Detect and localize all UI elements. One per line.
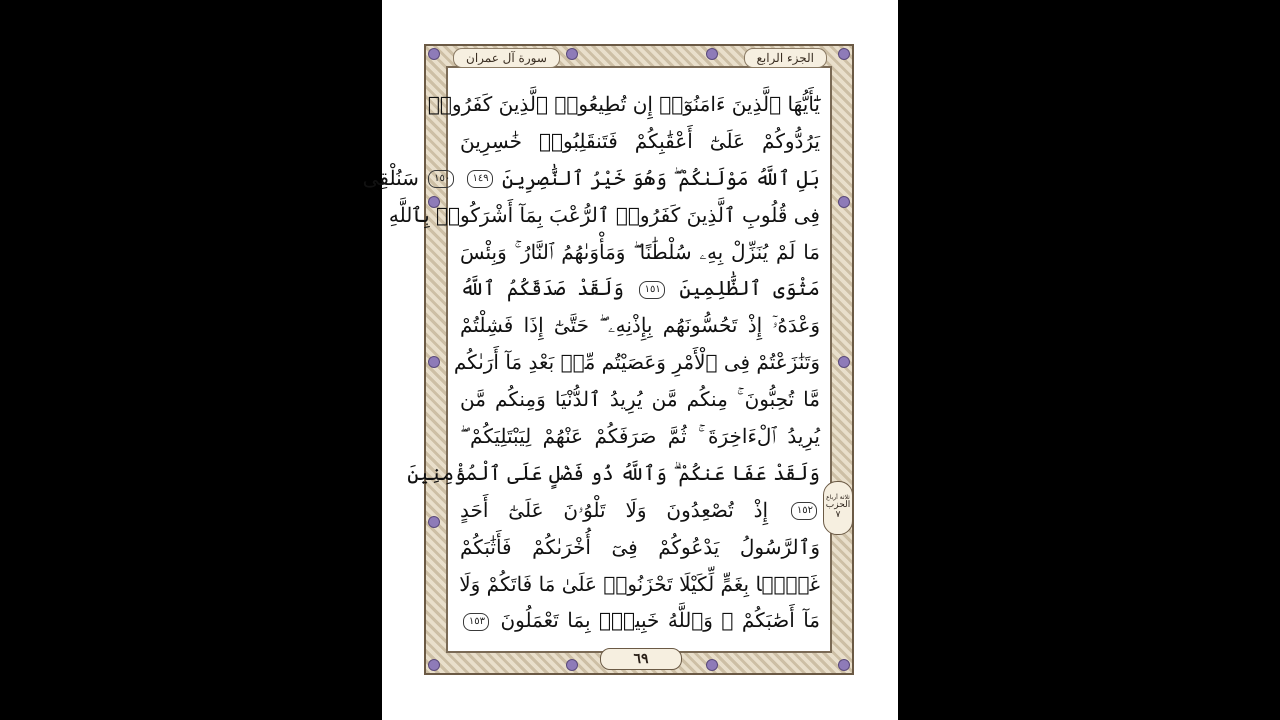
- text-line-9: مَّا تُحِبُّونَ ۚ مِنكُم مَّن يُرِيدُ ٱلدُّنْيَا وَمِنكُم مَّن: [460, 387, 820, 412]
- text-line-3: [362, 160, 820, 197]
- quran-text: [362, 86, 821, 640]
- verse-text: مَآ أَصَٰبَكُمْ ۗ وَٱللَّهُ خَبِيرٌۢ بِمَا تَعْمَلُونَ: [500, 608, 821, 633]
- text-line-5: مَا لَمْ يُنَزِّلْ بِهِۦ سُلْطَٰنًا ۖ وَمَأْوَىٰهُمُ ٱلنَّارُ ۚ وَبِئْسَ: [460, 239, 820, 264]
- corner-medallion-icon: [428, 659, 440, 671]
- verse-number-153: ١٥٣: [463, 613, 489, 631]
- hizb-number: ٧: [835, 510, 841, 521]
- corner-medallion-icon: [838, 659, 850, 671]
- verse-number-151: ١٥١: [639, 281, 665, 299]
- border-medallion-icon: [838, 196, 850, 208]
- text-line-6: [460, 270, 820, 307]
- text-line-15: [460, 602, 820, 639]
- verse-number-150: ١٥٠: [428, 170, 454, 188]
- verse-text: سَنُلْقِى: [362, 165, 419, 190]
- text-line-12: [460, 492, 820, 529]
- verse-text: مَثْوَى ٱلظَّٰلِمِينَ: [679, 276, 821, 301]
- text-line-7: وَعْدَهُۥٓ إِذْ تَحُسُّونَهُم بِإِذْنِهِۦ ۖ حَتَّىٰٓ إِذَا فَشِلْتُمْ: [460, 313, 820, 338]
- verse-number-152: ١٥٢: [791, 502, 817, 520]
- page-number: ٦٩: [600, 648, 682, 670]
- verse-text: إِذْ تُصْعِدُونَ وَلَا تَلْوُۥنَ عَلَىٰٓ أَحَدٍ: [460, 497, 769, 522]
- border-medallion-icon: [428, 516, 440, 528]
- border-medallion-icon: [838, 356, 850, 368]
- page-header: [453, 46, 827, 70]
- corner-medallion-icon: [838, 48, 850, 60]
- surah-name-label: سورة آل عمران: [453, 48, 560, 68]
- border-medallion-icon: [566, 659, 578, 671]
- verse-text: وَلَقَدْ صَدَقَكُمُ ٱللَّهُ: [460, 276, 625, 301]
- text-line-10: يُرِيدُ ٱلْءَاخِرَةَ ۚ ثُمَّ صَرَفَكُمْ عَنْهُمْ لِيَبْتَلِيَكُمْ ۖ: [460, 424, 820, 449]
- text-line-11: وَلَقَدْ عَفَا عَنكُمْ ۗ وَٱللَّهُ ذُو فَضْلٍ عَلَى ٱلْمُؤْمِنِينَ: [407, 460, 820, 485]
- verse-number-149: ١٤٩: [467, 170, 493, 188]
- border-medallion-icon: [706, 659, 718, 671]
- text-line-2: يَرُدُّوكُمْ عَلَىٰٓ أَعْقَٰبِكُمْ فَتَنقَلِبُوا۟ خَٰسِرِينَ: [460, 128, 820, 153]
- verse-text: بَلِ ٱللَّهُ مَوْلَىٰكُمْ ۖ وَهُوَ خَيْرُ ٱلنَّٰصِرِينَ: [501, 165, 820, 190]
- hizb-marker: [823, 481, 853, 535]
- hizb-quarter-label: ثلاثة أرباع: [826, 493, 850, 501]
- text-line-13: وَٱلرَّسُولُ يَدْعُوكُمْ فِىٓ أُخْرَىٰكُمْ فَأَثَٰبَكُمْ: [460, 534, 820, 559]
- border-medallion-icon: [428, 356, 440, 368]
- juz-label: الجزء الرابع: [744, 48, 828, 68]
- text-line-1: يَٰٓأَيُّهَا ٱلَّذِينَ ءَامَنُوٓا۟ إِن تُطِيعُوا۟ ٱلَّذِينَ كَفَرُوا۟: [427, 92, 820, 116]
- text-line-4: فِى قُلُوبِ ٱلَّذِينَ كَفَرُوا۟ ٱلرُّعْبَ بِمَآ أَشْرَكُوا۟ بِٱللَّهِ: [388, 202, 820, 227]
- hizb-label: الحزب: [825, 500, 851, 511]
- text-line-14: غَمًّۢا بِغَمٍّ لِّكَيْلَا تَحْزَنُوا۟ عَلَىٰ مَا فَاتَكُمْ وَلَا: [459, 571, 820, 596]
- corner-medallion-icon: [428, 48, 440, 60]
- text-line-8: وَتَنَٰزَعْتُمْ فِى ٱلْأَمْرِ وَعَصَيْتُم مِّنۢ بَعْدِ مَآ أَرَىٰكُم: [453, 350, 820, 375]
